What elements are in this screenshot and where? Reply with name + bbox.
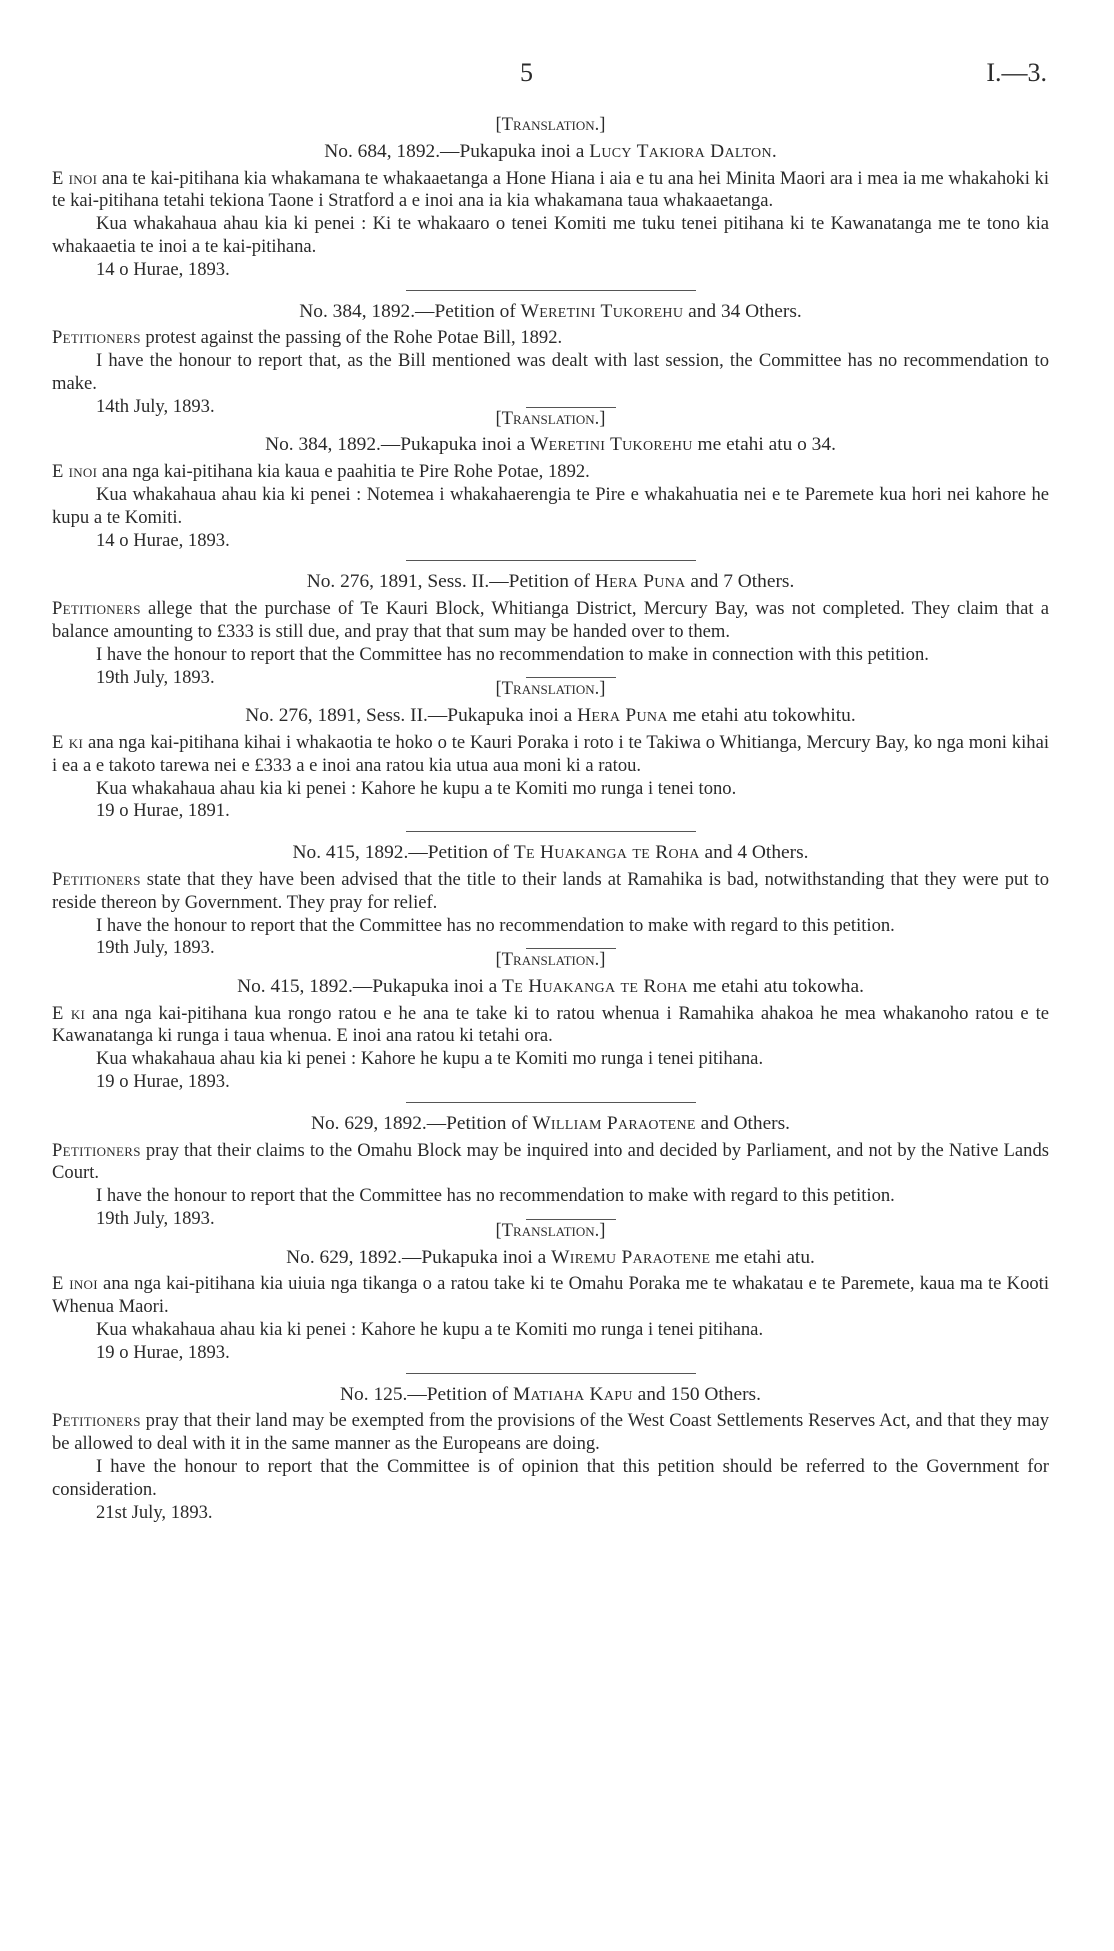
heading-suffix: and 7 Others. xyxy=(685,571,795,593)
petition-heading xyxy=(52,705,1049,728)
petition-heading xyxy=(52,1113,1049,1136)
petition-276-translation xyxy=(52,678,1049,823)
petitioner-name: Te Huakanga te Roha xyxy=(513,842,700,864)
paragraph-lead: E ki xyxy=(52,1002,86,1024)
heading-text: No. 384, 1892.—Petition of xyxy=(299,300,521,322)
heading-suffix: . xyxy=(771,140,777,162)
paragraph-lead: E inoi xyxy=(52,1273,98,1295)
translation-label: [Translation.] xyxy=(495,949,606,971)
translation-divider xyxy=(526,677,616,678)
petitioner-name: Te Huakanga te Roha xyxy=(502,975,688,997)
report-date: 14 o Hurae, 1893. xyxy=(96,258,230,280)
petition-summary xyxy=(52,1410,1049,1456)
heading-suffix: and 150 Others. xyxy=(632,1383,761,1405)
heading-text: No. 629, 1892.—Petition of xyxy=(310,1112,533,1134)
petition-heading xyxy=(52,141,1049,164)
report-date: 21st July, 1893. xyxy=(96,1501,213,1523)
paragraph-text: allege that the purchase of Te Kauri Block, Whitianga District, Mercury Bay, was not completed. They claim that a balance amounting to £333 is still due, and pray that that sum may be handed over to them. xyxy=(52,598,1049,642)
translation-label: [Translation.] xyxy=(495,407,606,429)
translation-divider xyxy=(526,407,616,408)
page-header xyxy=(0,58,1114,92)
heading-text: No. 125.—Petition of xyxy=(340,1383,513,1405)
committee-report: I have the honour to report that the Committee has no recommendation to make with regard to this petition. xyxy=(96,1185,895,1207)
petition-heading xyxy=(52,1247,1049,1270)
petition-heading xyxy=(52,301,1049,324)
paragraph-text: ana nga kai-pitihana kua rongo ratou e he ana te take ki to ratou whenua i Ramahika ahakoa he mea whakanoho ratou e te Kawanatanga ki runga i taua whenua. E inoi ana ratou ki tetahi ora. xyxy=(52,1002,1049,1047)
paragraph-text: pray that their land may be exempted from the provisions of the West Coast Settlements Reserves Act, and that they may be allowed to deal with it in the same manner as the Europeans are doing. xyxy=(52,1410,1049,1455)
heading-text: No. 684, 1892.—Pukapuka inoi a xyxy=(324,140,590,162)
petitioner-name: Matiaha Kapu xyxy=(512,1383,633,1405)
petition-heading xyxy=(52,571,1049,594)
paragraph-text: pray that their claims to the Omahu Block may be inquired into and decided by Parliament, and not by the Native Lands Court. xyxy=(52,1139,1049,1184)
report-date: 14 o Hurae, 1893. xyxy=(96,529,230,551)
paragraph-lead: Petitioners xyxy=(52,327,141,349)
petition-summary xyxy=(52,461,1049,484)
petition-summary xyxy=(52,598,1049,644)
petition-summary xyxy=(52,1003,1049,1049)
petition-684-translation xyxy=(52,114,1049,282)
paragraph-text: ana nga kai-pitihana kihai i whakaotia te hoko o te Kauri Poraka i roto i te Takiwa o Whitianga, Mercury Bay, ko nga moni kihai i ea a e takoto tarewa nei e £333 a e inoi ana ratou kia utua aua moni ki a ratou. xyxy=(52,731,1049,776)
paragraph-text: ana nga kai-pitihana kia uiuia nga tikanga o a ratou take ki te Omahu Poraka me te whakatau e te Paremete, kaua ma te Kooti Whenua Maori. xyxy=(52,1273,1049,1318)
section-divider xyxy=(406,560,696,561)
paragraph-text: ana nga kai-pitihana kia kaua e paahitia te Pire Rohe Potae, 1892. xyxy=(97,461,590,483)
section-divider xyxy=(406,1102,696,1103)
committee-report: I have the honour to report that the Committee has no recommendation to make with regard to this petition. xyxy=(96,914,895,936)
committee-report: I have the honour to report that the Committee has no recommendation to make in connection with this petition. xyxy=(96,643,929,665)
petition-summary xyxy=(52,732,1049,778)
section-divider xyxy=(406,1373,696,1374)
petition-heading xyxy=(52,1384,1049,1407)
document-body xyxy=(52,114,1049,1524)
petition-heading xyxy=(52,976,1049,999)
page-number: 5 xyxy=(520,58,533,87)
petitioner-name: Wiremu Paraotene xyxy=(551,1246,711,1268)
paragraph-lead: Petitioners xyxy=(52,1139,141,1161)
paragraph-text: state that they have been advised that the title to their lands at Ramahika is bad, notwithstanding that they were put to reside thereon by Government. They pray for relief. xyxy=(52,868,1049,913)
report-date: 19th July, 1893. xyxy=(96,1208,215,1230)
heading-suffix: and 34 Others. xyxy=(683,300,802,322)
paragraph-lead: Petitioners xyxy=(52,598,141,620)
petition-125 xyxy=(52,1384,1049,1525)
petition-384 xyxy=(52,301,1049,419)
heading-text: No. 415, 1892.—Pukapuka inoi a xyxy=(237,975,503,997)
committee-report: Kua whakahaua ahau kia ki penei : Kahore he kupu a te Komiti mo runga i tenei pitihana. xyxy=(96,1319,764,1341)
paragraph-lead: E inoi xyxy=(52,461,98,483)
paragraph-lead: Petitioners xyxy=(52,1410,141,1432)
translation-divider xyxy=(526,948,616,949)
report-date: 19 o Hurae, 1893. xyxy=(96,1071,230,1093)
committee-report: I have the honour to report that the Committee is of opinion that this petition should be referred to the Government for consideration. xyxy=(52,1456,1049,1500)
heading-text: No. 415, 1892.—Petition of xyxy=(292,842,514,864)
petitioner-name: Hera Puna xyxy=(594,571,686,593)
petition-summary xyxy=(52,168,1049,214)
petition-415 xyxy=(52,842,1049,960)
translation-divider xyxy=(526,1219,616,1220)
heading-suffix: and Others. xyxy=(695,1112,791,1134)
paragraph-lead: E inoi xyxy=(52,167,98,189)
report-date: 19th July, 1893. xyxy=(96,937,215,959)
heading-text: No. 629, 1892.—Pukapuka inoi a xyxy=(286,1246,552,1268)
heading-text: No. 384, 1892.—Pukapuka inoi a xyxy=(265,434,531,456)
report-date: 19th July, 1893. xyxy=(96,666,215,688)
committee-report: Kua whakahaua ahau kia ki penei : Kahore he kupu a te Komiti mo runga i tenei pitihana. xyxy=(96,1048,764,1070)
paragraph-text: ana te kai-pitihana kia whakamana te whakaaetanga a Hone Hiana i aia e tu ana hei Minita Maori ara i mea ia me whakahoki ki te kai-pitihana tetahi tekiona Taone i Stratford a e inoi ana ia kia whakamana taua whakaaetanga. xyxy=(52,167,1049,212)
committee-report: I have the honour to report that, as the Bill mentioned was dealt with last session, the Committee has no recommendation to make. xyxy=(52,350,1049,394)
petition-384-translation xyxy=(52,408,1049,553)
heading-suffix: and 4 Others. xyxy=(699,842,809,864)
petition-276 xyxy=(52,571,1049,689)
petitioner-name: Weretini Tukorehu xyxy=(520,300,684,322)
heading-text: No. 276, 1891, Sess. II.—Pukapuka inoi a xyxy=(245,705,578,727)
translation-label: [Translation.] xyxy=(495,678,606,700)
petitioner-name: William Paraotene xyxy=(532,1112,696,1134)
document-reference: I.—3. xyxy=(986,58,1047,87)
petition-summary xyxy=(52,1140,1049,1186)
petition-heading xyxy=(52,434,1049,457)
petitioner-name: Weretini Tukorehu xyxy=(530,434,693,456)
heading-suffix: me etahi atu o 34. xyxy=(692,434,836,456)
section-divider xyxy=(406,831,696,832)
petition-summary xyxy=(52,869,1049,915)
petition-summary xyxy=(52,1273,1049,1319)
petition-629-translation xyxy=(52,1220,1049,1365)
petition-summary xyxy=(52,327,1049,350)
petition-629 xyxy=(52,1113,1049,1231)
report-date: 14th July, 1893. xyxy=(96,395,215,417)
paragraph-lead: Petitioners xyxy=(52,868,141,890)
petition-heading xyxy=(52,842,1049,865)
paragraph-text: protest against the passing of the Rohe Potae Bill, 1892. xyxy=(140,327,563,349)
translation-label: [Translation.] xyxy=(495,1219,606,1241)
heading-suffix: me etahi atu tokowhitu. xyxy=(667,705,856,727)
committee-report: Kua whakahaua ahau kia ki penei : Ki te whakaaro o tenei Komiti me tuku tenei pitihana ki te Kawanatanga me te tono kia whakaaetia te inoi a te kai-pitihana. xyxy=(52,213,1049,257)
petitioner-name: Lucy Takiora Dalton xyxy=(589,140,772,162)
committee-report: Kua whakahaua ahau kia ki penei : Kahore he kupu a te Komiti mo runga i tenei tono. xyxy=(96,777,737,799)
heading-text: No. 276, 1891, Sess. II.—Petition of xyxy=(306,571,595,593)
section-divider xyxy=(406,290,696,291)
heading-suffix: me etahi atu. xyxy=(710,1246,815,1268)
report-date: 19 o Hurae, 1893. xyxy=(96,1341,230,1363)
committee-report: Kua whakahaua ahau kia ki penei : Notemea i whakahaerengia te Pire e whakahuatia nei e te Paremete kua hori nei kahore he kupu a te Komiti. xyxy=(52,483,1049,528)
petitioner-name: Hera Puna xyxy=(577,705,668,727)
petition-415-translation xyxy=(52,949,1049,1094)
heading-suffix: me etahi atu tokowha. xyxy=(687,975,864,997)
translation-label: [Translation.] xyxy=(495,114,606,135)
report-date: 19 o Hurae, 1891. xyxy=(96,800,230,822)
paragraph-lead: E ki xyxy=(52,731,84,753)
